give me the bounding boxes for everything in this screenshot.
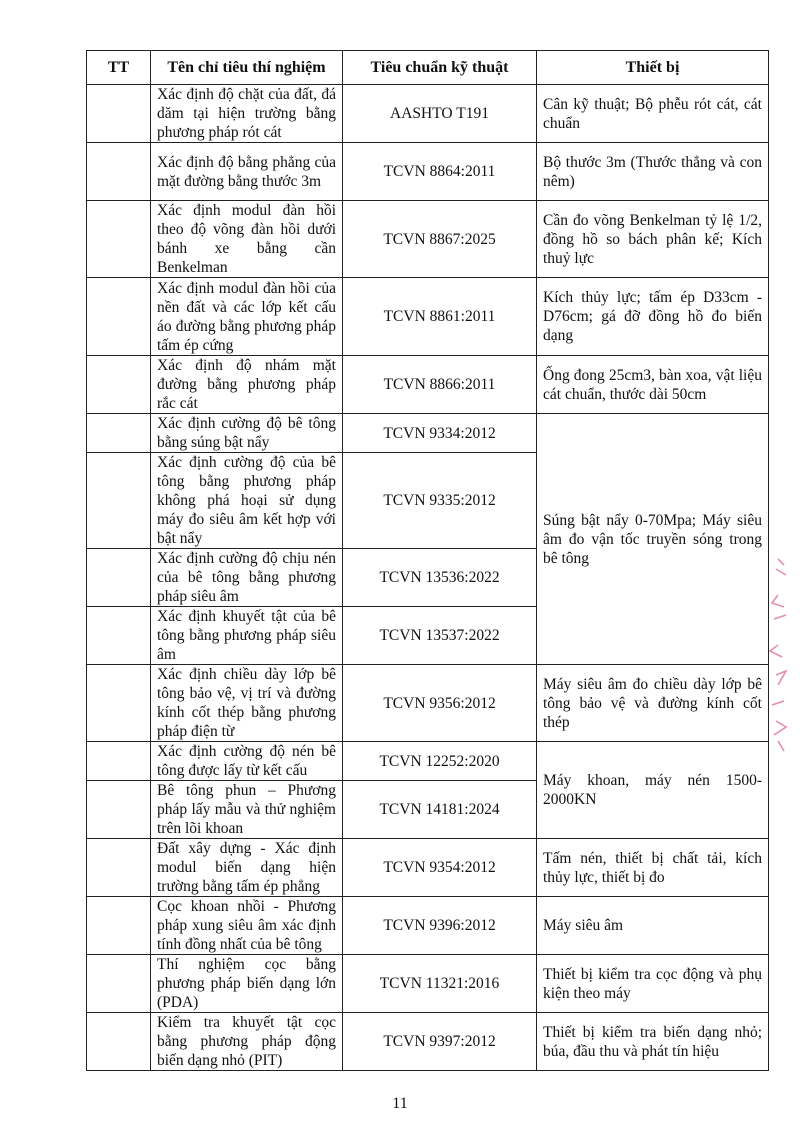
test-name: Xác định độ bằng phẳng của mặt đường bằng thước 3m bbox=[151, 143, 343, 201]
test-name: Bê tông phun – Phương pháp lấy mẫu và thử nghiệm trên lõi khoan bbox=[151, 781, 343, 839]
row-number bbox=[87, 1013, 151, 1071]
test-standard: TCVN 8861:2011 bbox=[343, 278, 537, 356]
header-standard: Tiêu chuẩn kỹ thuật bbox=[343, 51, 537, 85]
test-name: Xác định modul đàn hồi của nền đất và các lớp kết cấu áo đường bằng phương pháp tấm ép cứng bbox=[151, 278, 343, 356]
header-equipment: Thiết bị bbox=[537, 51, 769, 85]
header-test-name: Tên chỉ tiêu thí nghiệm bbox=[151, 51, 343, 85]
row-number bbox=[87, 453, 151, 549]
row-number bbox=[87, 607, 151, 665]
test-name: Đất xây dựng - Xác định modul biến dạng hiện trường bằng tấm ép phẳng bbox=[151, 839, 343, 897]
test-name: Thí nghiệm cọc bằng phương pháp biến dạng lớn (PDA) bbox=[151, 955, 343, 1013]
table-row bbox=[87, 201, 769, 278]
test-name: Xác định cường độ chịu nén của bê tông bằng phương pháp siêu âm bbox=[151, 549, 343, 607]
test-name: Xác định cường độ nén bê tông được lấy từ kết cấu bbox=[151, 742, 343, 781]
equipment: Thiết bị kiểm tra biến dạng nhỏ; búa, đầu thu và phát tín hiệu bbox=[537, 1013, 769, 1071]
test-name: Cọc khoan nhồi - Phương pháp xung siêu âm xác định tính đồng nhất của bê tông bbox=[151, 897, 343, 955]
test-name: Xác định cường độ của bê tông bằng phương pháp không phá hoại sử dụng máy đo siêu âm kết hợp với bật nẩy bbox=[151, 453, 343, 549]
table-row bbox=[87, 414, 769, 453]
row-number bbox=[87, 356, 151, 414]
row-number bbox=[87, 414, 151, 453]
equipment: Kích thủy lực; tấm ép D33cm - D76cm; gá đỡ đồng hồ đo biến dạng bbox=[537, 278, 769, 356]
row-number bbox=[87, 742, 151, 781]
row-number bbox=[87, 278, 151, 356]
test-name: Xác định modul đàn hồi theo độ võng đàn hồi dưới bánh xe bằng cần Benkelman bbox=[151, 201, 343, 278]
test-standard: TCVN 8866:2011 bbox=[343, 356, 537, 414]
page-number: 11 bbox=[392, 1095, 408, 1112]
equipment: Cân kỹ thuật; Bộ phễu rót cát, cát chuẩn bbox=[537, 85, 769, 143]
test-name: Kiểm tra khuyết tật cọc bằng phương pháp động biến dạng nhỏ (PIT) bbox=[151, 1013, 343, 1071]
row-number bbox=[87, 897, 151, 955]
table-row bbox=[87, 839, 769, 897]
table-header-row bbox=[87, 51, 769, 85]
table-row bbox=[87, 356, 769, 414]
row-number bbox=[87, 549, 151, 607]
table-row bbox=[87, 742, 769, 781]
test-standard: TCVN 9396:2012 bbox=[343, 897, 537, 955]
table-row bbox=[87, 1013, 769, 1071]
test-standard: AASHTO T191 bbox=[343, 85, 537, 143]
row-number bbox=[87, 85, 151, 143]
row-number bbox=[87, 143, 151, 201]
test-standards-table bbox=[86, 50, 769, 1071]
table-row bbox=[87, 955, 769, 1013]
test-name: Xác định cường độ bê tông bằng súng bật nẩy bbox=[151, 414, 343, 453]
equipment: Bộ thước 3m (Thước thẳng và con nêm) bbox=[537, 143, 769, 201]
test-standard: TCVN 9334:2012 bbox=[343, 414, 537, 453]
equipment: Thiết bị kiểm tra cọc động và phụ kiện theo máy bbox=[537, 955, 769, 1013]
table-row bbox=[87, 665, 769, 742]
header-tt: TT bbox=[87, 51, 151, 85]
table-row bbox=[87, 897, 769, 955]
test-standard: TCVN 13537:2022 bbox=[343, 607, 537, 665]
equipment: Tấm nén, thiết bị chất tải, kích thủy lực, thiết bị đo bbox=[537, 839, 769, 897]
row-number bbox=[87, 955, 151, 1013]
table-row bbox=[87, 278, 769, 356]
test-standard: TCVN 12252:2020 bbox=[343, 742, 537, 781]
test-standard: TCVN 9354:2012 bbox=[343, 839, 537, 897]
test-standard: TCVN 9335:2012 bbox=[343, 453, 537, 549]
equipment: Máy siêu âm bbox=[537, 897, 769, 955]
test-standard: TCVN 11321:2016 bbox=[343, 955, 537, 1013]
test-standard: TCVN 13536:2022 bbox=[343, 549, 537, 607]
row-number bbox=[87, 839, 151, 897]
table-row bbox=[87, 143, 769, 201]
test-name: Xác định độ chặt của đất, đá dăm tại hiện trường bằng phương pháp rót cát bbox=[151, 85, 343, 143]
test-standard: TCVN 14181:2024 bbox=[343, 781, 537, 839]
test-name: Xác định độ nhám mặt đường bằng phương pháp rắc cát bbox=[151, 356, 343, 414]
test-name: Xác định khuyết tật của bê tông bằng phương pháp siêu âm bbox=[151, 607, 343, 665]
row-number bbox=[87, 665, 151, 742]
equipment: Súng bật nẩy 0-70Mpa; Máy siêu âm đo vận tốc truyền sóng trong bê tông bbox=[537, 414, 769, 665]
table-row bbox=[87, 85, 769, 143]
edge-stamp-mark bbox=[748, 555, 793, 755]
test-standard: TCVN 8867:2025 bbox=[343, 201, 537, 278]
row-number bbox=[87, 781, 151, 839]
equipment: Máy siêu âm đo chiều dày lớp bê tông bảo vệ và đường kính cốt thép bbox=[537, 665, 769, 742]
test-standard: TCVN 9397:2012 bbox=[343, 1013, 537, 1071]
row-number bbox=[87, 201, 151, 278]
test-standard: TCVN 9356:2012 bbox=[343, 665, 537, 742]
equipment: Cần đo võng Benkelman tỷ lệ 1/2, đồng hồ so bách phân kế; Kích thuỷ lực bbox=[537, 201, 769, 278]
test-standard: TCVN 8864:2011 bbox=[343, 143, 537, 201]
equipment: Ống đong 25cm3, bàn xoa, vật liệu cát chuẩn, thước dài 50cm bbox=[537, 356, 769, 414]
test-name: Xác định chiều dày lớp bê tông bảo vệ, vị trí và đường kính cốt thép bằng phương pháp điện từ bbox=[151, 665, 343, 742]
equipment: Máy khoan, máy nén 1500-2000KN bbox=[537, 742, 769, 839]
